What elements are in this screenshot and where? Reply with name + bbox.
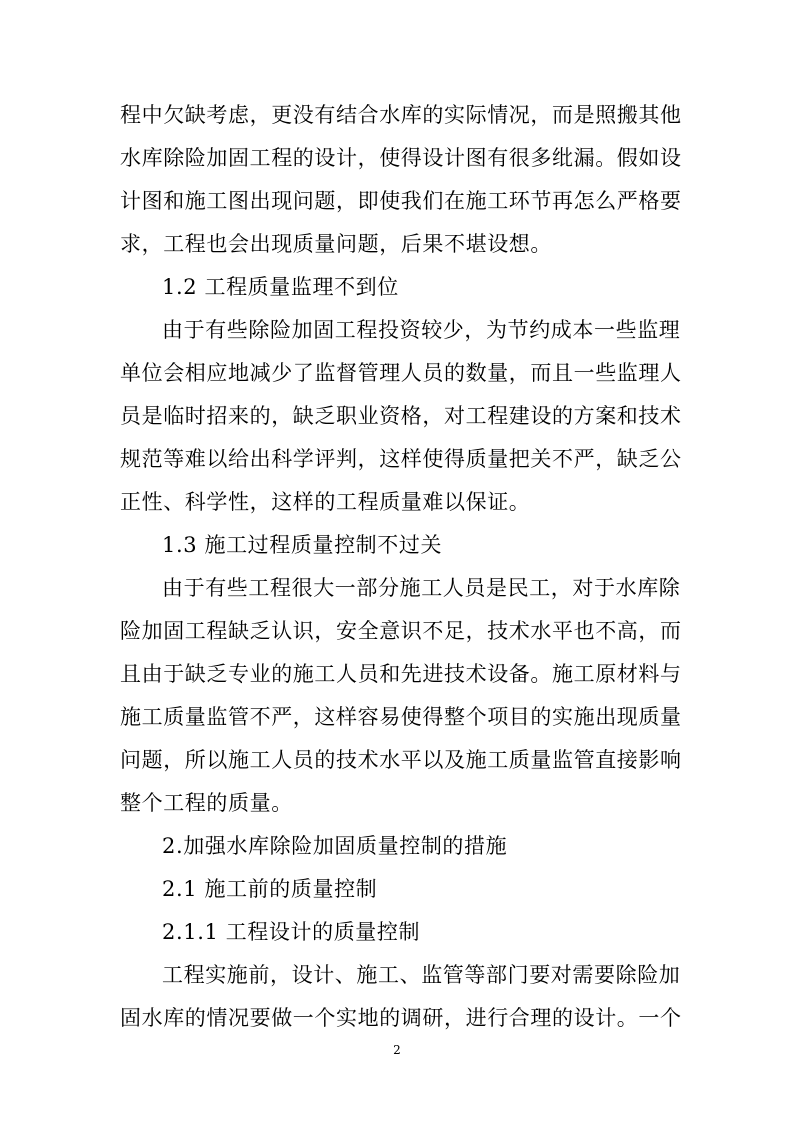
body-text-line: 规范等难以给出科学评判，这样使得质量把关不严，缺乏公 — [120, 447, 682, 471]
body-text-line: 员是临时招来的，缺乏职业资格，对工程建设的方案和技术 — [120, 404, 682, 428]
body-text-line: 程中欠缺考虑，更没有结合水库的实际情况，而是照搬其他 — [120, 103, 682, 127]
section-heading: 1.3 施工过程质量控制不过关 — [162, 533, 443, 557]
body-text-line: 施工质量监管不严，这样容易使得整个项目的实施出现质量 — [120, 705, 682, 729]
section-heading: 2.加强水库除险加固质量控制的措施 — [162, 834, 508, 858]
section-heading: 2.1.1 工程设计的质量控制 — [162, 920, 421, 944]
page-number: 2 — [393, 1043, 401, 1057]
body-text-line: 正性、科学性，这样的工程质量难以保证。 — [120, 490, 531, 514]
body-text-line: 工程实施前，设计、施工、监管等部门要对需要除险加 — [162, 963, 681, 987]
body-text-line: 由于有些工程很大一部分施工人员是民工，对于水库除 — [162, 576, 681, 600]
body-text-line: 问题，所以施工人员的技术水平以及施工质量监管直接影响 — [120, 748, 682, 772]
section-heading: 2.1 施工前的质量控制 — [162, 877, 378, 901]
body-text-line: 固水库的情况要做一个实地的调研，进行合理的设计。一个 — [120, 1006, 682, 1030]
body-text-line: 计图和施工图出现问题，即使我们在施工环节再怎么严格要 — [120, 189, 682, 213]
body-text-line: 求，工程也会出现质量问题，后果不堪设想。 — [120, 232, 552, 256]
body-text-line: 由于有些除险加固工程投资较少，为节约成本一些监理 — [162, 318, 681, 342]
section-heading: 1.2 工程质量监理不到位 — [162, 275, 399, 299]
body-text-line: 单位会相应地减少了监督管理人员的数量，而且一些监理人 — [120, 361, 682, 385]
body-text-line: 整个工程的质量。 — [120, 791, 293, 815]
body-text-line: 险加固工程缺乏认识，安全意识不足，技术水平也不高，而 — [120, 619, 682, 643]
body-text-line: 水库除险加固工程的设计，使得设计图有很多纰漏。假如设 — [120, 146, 682, 170]
body-text-line: 且由于缺乏专业的施工人员和先进技术设备。施工原材料与 — [120, 662, 682, 686]
